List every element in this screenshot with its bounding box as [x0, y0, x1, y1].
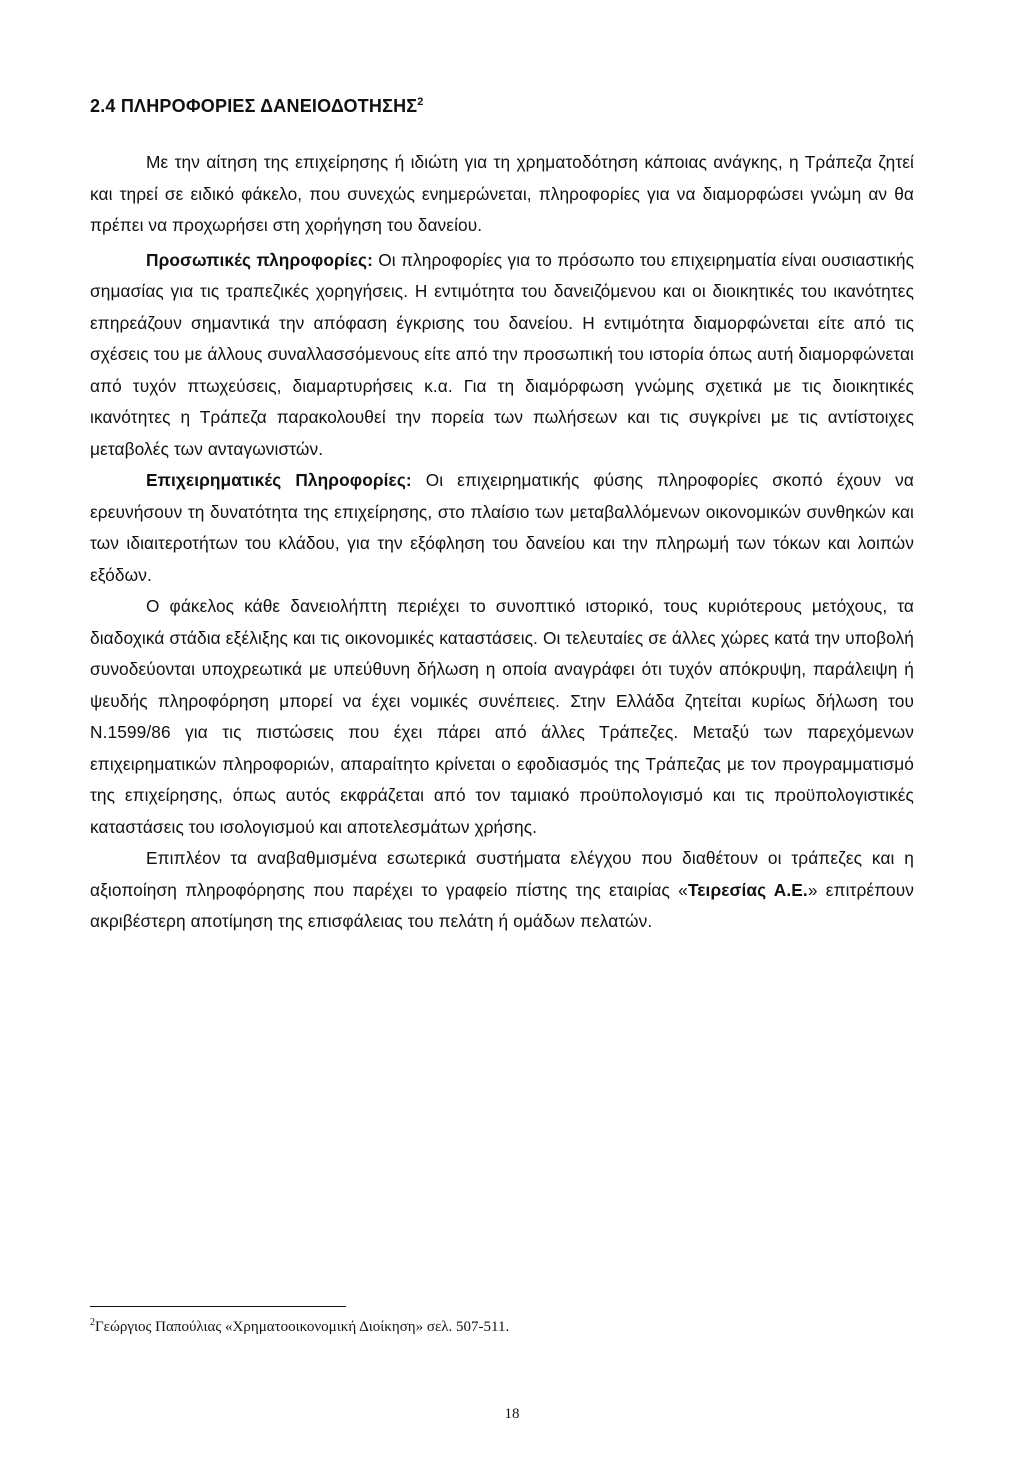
- paragraph-internal-systems-start: Επιπλέον τα αναβαθμισμένα εσωτερικά συστήματα ελέγχου που διαθέτουν οι τράπεζες και η αξιοποίηση πληροφόρησης που παρέχει το γραφείο πίστης της εταιρίας «: [90, 848, 914, 900]
- paragraph-business-info-lead: Επιχειρηματικές Πληροφορίες:: [146, 470, 412, 490]
- footnote: [90, 1317, 914, 1337]
- paragraph-business-info-body: Οι επιχειρηματικής φύσης πληροφορίες σκοπό έχουν να ερευνήσουν τη δυνατότητα της επιχείρησης, στο πλαίσιο των μεταβαλλόμενων οικονομικών συνθηκών και των ιδιαιτεροτήτων του κλάδου, για την εξόφληση του δανείου και την πληρωμή των τόκων και λοιπών εξόδων.: [90, 470, 914, 585]
- footnote-area: [90, 1306, 914, 1337]
- paragraph-business-info: [90, 465, 914, 591]
- paragraph-personal-info-body: Οι πληροφορίες για το πρόσωπο του επιχειρηματία είναι ουσιαστικής σημασίας για τις τραπεζικές χορηγήσεις. Η εντιμότητα του δανειζόμενου και οι διοικητικές του ικανότητες επηρεάζουν σημαντικά την απόφαση έγκρισης του δανείου. Η εντιμότητα διαμορφώνεται είτε από τις σχέσεις του με άλλους συναλλασσόμενους είτε από την προσωπική του ιστορία όπως αυτή διαμορφώνεται από τυχόν πτωχεύσεις, διαμαρτυρήσεις κ.α. Για τη διαμόρφωση γνώμης σχετικά με τις διοικητικές ικανότητες η Τράπεζα παρακολουθεί την πορεία των πωλήσεων και τις συγκρίνει με τις αντίστοιχες μεταβολές των ανταγωνιστών.: [90, 249, 914, 459]
- page-number: 18: [504, 1406, 520, 1422]
- paragraph-borrower-file: Ο φάκελος κάθε δανειολήπτη περιέχει το συνοπτικό ιστορικό, τους κυριότερους μετόχους, τα διαδοχικά στάδια εξέλιξης και τις οικονομικές καταστάσεις. Οι τελευταίες σε άλλες χώρες κατά την υποβολή συνοδεύονται υποχρεωτικά με υπεύθυνη δήλωση η οποία αναγράφει ότι τυχόν απόκρυψη, παράλειψη ή ψευδής πληροφόρηση μπορεί να έχει νομικές συνέπειες. Στην Ελλάδα ζητείται κυρίως δήλωση του Ν.1599/86 για τις πιστώσεις που έχει πάρει από άλλες Τράπεζες. Μεταξύ των παρεχόμενων επιχειρηματικών πληροφοριών, απαραίτητο κρίνεται ο εφοδιασμός της Τράπεζας με τον προγραμματισμό της επιχείρησης, όπως αυτός εκφράζεται από τον ταμιακό προϋπολογισμό και τις προϋπολογιστικές καταστάσεις του ισολογισμού και αποτελεσμάτων χρήσης.: [90, 596, 914, 837]
- footnote-divider: [90, 1306, 346, 1307]
- tiresias-company-name: Τειρεσίας Α.Ε.: [687, 879, 808, 900]
- section-heading-text: 2.4 ΠΛΗΡΟΦΟΡΙΕΣ ΔΑΝΕΙΟΔΟΤΗΣΗΣ: [90, 96, 418, 116]
- footnote-marker: 2: [90, 1317, 95, 1328]
- section-heading: [90, 96, 914, 117]
- page-content: [90, 96, 914, 938]
- paragraph-internal-systems: [90, 843, 914, 938]
- paragraph-intro: Με την αίτηση της επιχείρησης ή ιδιώτη για τη χρηματοδότηση κάποιας ανάγκης, η Τράπεζα ζητεί και τηρεί σε ειδικό φάκελο, που συνεχώς ενημερώνεται, πληροφορίες για να διαμορφώσει γνώμη αν θα πρέπει να προχωρήσει στη χορήγηση του δανείου.: [90, 152, 914, 235]
- paragraph-personal-info-lead: Προσωπικές πληροφορίες:: [146, 249, 373, 270]
- paragraph-internal-systems-end: » επιτρέπουν ακριβέστερη αποτίμηση της επισφάλειας του πελάτη ή ομάδων πελατών.: [90, 879, 914, 931]
- footnote-text: Γεώργιος Παπούλιας «Χρηματοοικονομική Διοίκηση» σελ. 507-511.: [95, 1319, 510, 1335]
- paragraph-personal-info: [90, 245, 914, 466]
- heading-footnote-ref: 2: [417, 96, 424, 108]
